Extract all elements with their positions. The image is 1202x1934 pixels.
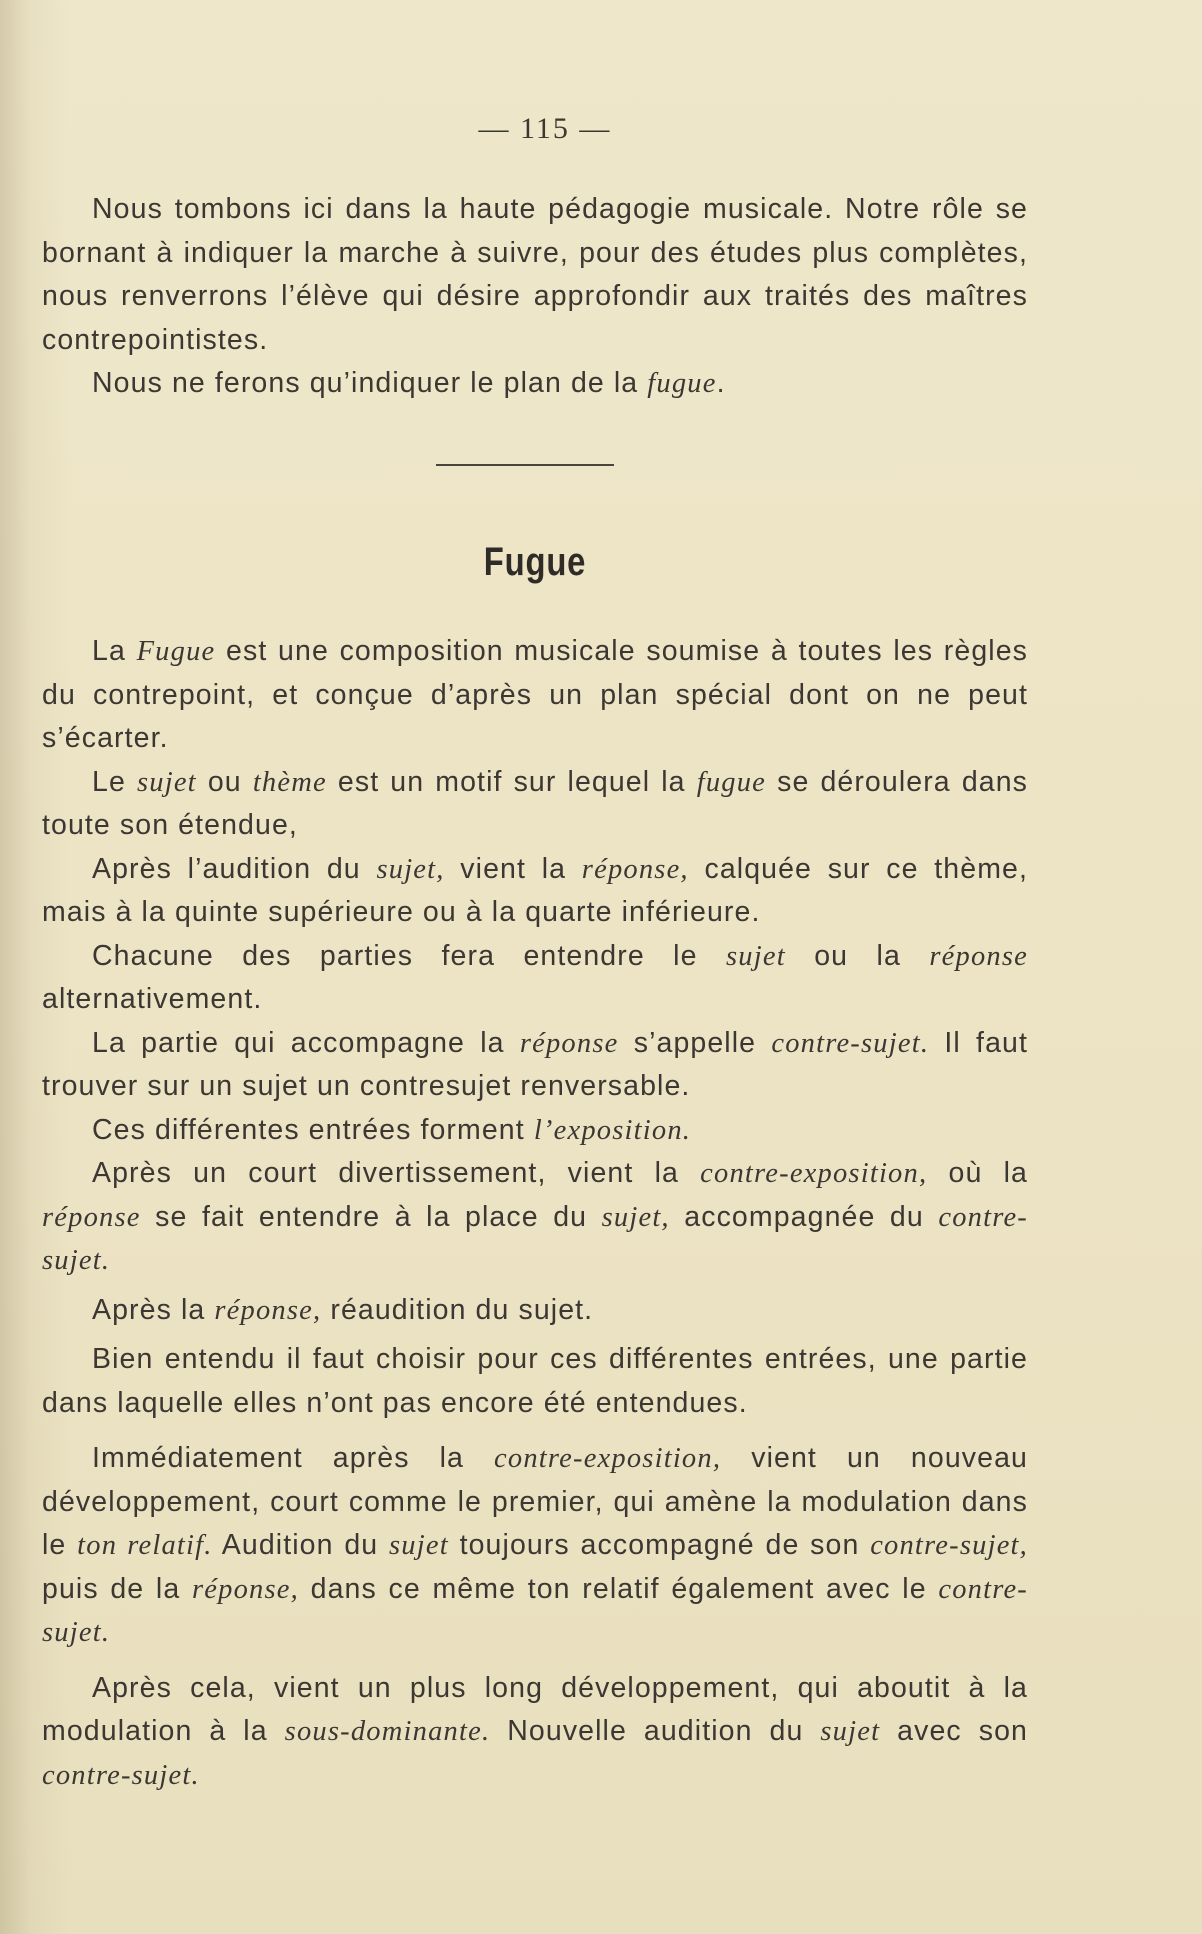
italic-term: fugue xyxy=(696,766,767,798)
italic-term: sujet, xyxy=(601,1201,670,1233)
paragraph xyxy=(42,1109,1028,1153)
italic-term: réponse xyxy=(519,1027,619,1059)
text-run: avec son xyxy=(880,1715,1029,1747)
italic-term: fugue xyxy=(647,368,717,399)
italic-term: sujet xyxy=(820,1716,881,1747)
paragraph xyxy=(42,848,1028,935)
italic-term: réponse xyxy=(42,1201,141,1233)
text-run: Bien entendu il faut choisir pour ces différentes entrées, une partie dans laquelle elles n’ont pas encore été entendues. xyxy=(42,1343,1028,1419)
paragraph xyxy=(42,630,1028,761)
italic-term: thème xyxy=(252,766,327,798)
italic-term: réponse, xyxy=(581,853,689,885)
italic-term: réponse, xyxy=(191,1573,299,1605)
text-run: alternativement. xyxy=(42,983,263,1015)
text-run: La xyxy=(92,635,137,667)
text-run: s’appelle xyxy=(618,1026,772,1059)
paragraph xyxy=(42,1022,1028,1109)
text-run: se déroulera dans toute son étendue, xyxy=(42,765,1029,841)
paragraph xyxy=(42,1152,1028,1283)
paragraph xyxy=(42,1338,1028,1425)
paragraph xyxy=(42,1437,1028,1655)
text-run: réaudition du sujet. xyxy=(321,1293,594,1326)
paragraph-text: Nous tombons ici dans la haute pédagogie musicale. Notre rôle se bornant à indiquer la marche à suivre, pour des études plus complètes, nous renverrons l’élève qui désire approfondir aux traités des maîtres contrepointistes. xyxy=(42,193,1028,356)
italic-term: sujet xyxy=(136,766,197,798)
body-text xyxy=(42,630,1028,1797)
text-run: puis de la xyxy=(42,1572,192,1605)
paragraph xyxy=(42,1289,1028,1333)
text-run: ou la xyxy=(785,939,930,972)
section-heading: Fugue xyxy=(483,540,587,584)
italic-term: contre-sujet, xyxy=(870,1530,1028,1561)
text-run: Nous ne ferons qu’indiquer le plan de la xyxy=(92,367,648,399)
text-run: Audition du xyxy=(212,1529,389,1561)
text-run: dans ce même ton relatif également avec le xyxy=(298,1572,939,1605)
text-run: Après l’audition du xyxy=(92,852,377,885)
text-run: est une composition musicale soumise à toutes les règles du contrepoint, et conçue d’après un plan spécial dont on ne peut s’écarter. xyxy=(42,635,1028,754)
text-run: Après un court divertissement, vient la xyxy=(92,1157,701,1189)
italic-term: contre-sujet. xyxy=(42,1573,1028,1648)
intro-text xyxy=(42,188,1028,406)
text-run: Le xyxy=(92,765,137,798)
text-run: se fait entendre à la place du xyxy=(140,1200,602,1233)
paragraph xyxy=(42,761,1028,848)
text-run: Il faut trouver sur un sujet un contresujet renversable. xyxy=(42,1026,1028,1102)
italic-term: contre-sujet. xyxy=(42,1201,1028,1276)
text-run: vient la xyxy=(444,852,582,885)
text-run: La partie qui accompagne la xyxy=(92,1026,520,1059)
text-run: vient un nouveau développement, court comme le premier, qui amène la modulation dans le xyxy=(42,1442,1028,1561)
text-run: Nouvelle audition du xyxy=(490,1715,821,1747)
text-run: Ces différentes entrées forment xyxy=(92,1113,534,1146)
italic-term: contre-exposition, xyxy=(494,1443,722,1474)
italic-term: contre-sujet. xyxy=(771,1027,930,1059)
text-run: toujours accompagné de son xyxy=(448,1529,871,1561)
italic-term: réponse xyxy=(929,940,1028,972)
italic-term: sujet xyxy=(389,1530,449,1561)
text-run: Après la xyxy=(92,1293,215,1326)
paragraph xyxy=(42,935,1028,1022)
italic-term: l’exposition. xyxy=(533,1114,692,1146)
text-run: est un motif sur lequel la xyxy=(326,765,697,798)
italic-term: ton relatif. xyxy=(77,1530,213,1561)
paragraph xyxy=(42,188,1028,362)
italic-term: contre-exposition, xyxy=(700,1158,928,1189)
italic-term: Fugue xyxy=(136,636,216,667)
text-run: . xyxy=(716,367,726,399)
italic-term: sujet xyxy=(725,940,786,972)
italic-term: sujet, xyxy=(376,853,445,885)
page-number: — 115 — xyxy=(478,112,612,145)
section-divider xyxy=(436,464,614,466)
text-run: Chacune des parties fera entendre le xyxy=(92,939,726,972)
text-run: Immédiatement après la xyxy=(92,1442,495,1474)
paragraph xyxy=(42,362,1028,406)
text-run: ou xyxy=(196,765,253,798)
text-run: calquée sur ce thème, mais à la quinte supérieure ou à la quarte inférieure. xyxy=(42,852,1029,928)
text-run: accompagnée du xyxy=(669,1200,939,1233)
paragraph xyxy=(42,1667,1028,1798)
text-run: Après cela, vient un plus long développement, qui aboutit à la modulation à la xyxy=(42,1671,1028,1747)
italic-term: contre-sujet. xyxy=(42,1759,200,1791)
italic-term: sous-dominante. xyxy=(284,1716,491,1747)
italic-term: réponse, xyxy=(214,1294,322,1326)
text-run: où la xyxy=(927,1157,1028,1189)
